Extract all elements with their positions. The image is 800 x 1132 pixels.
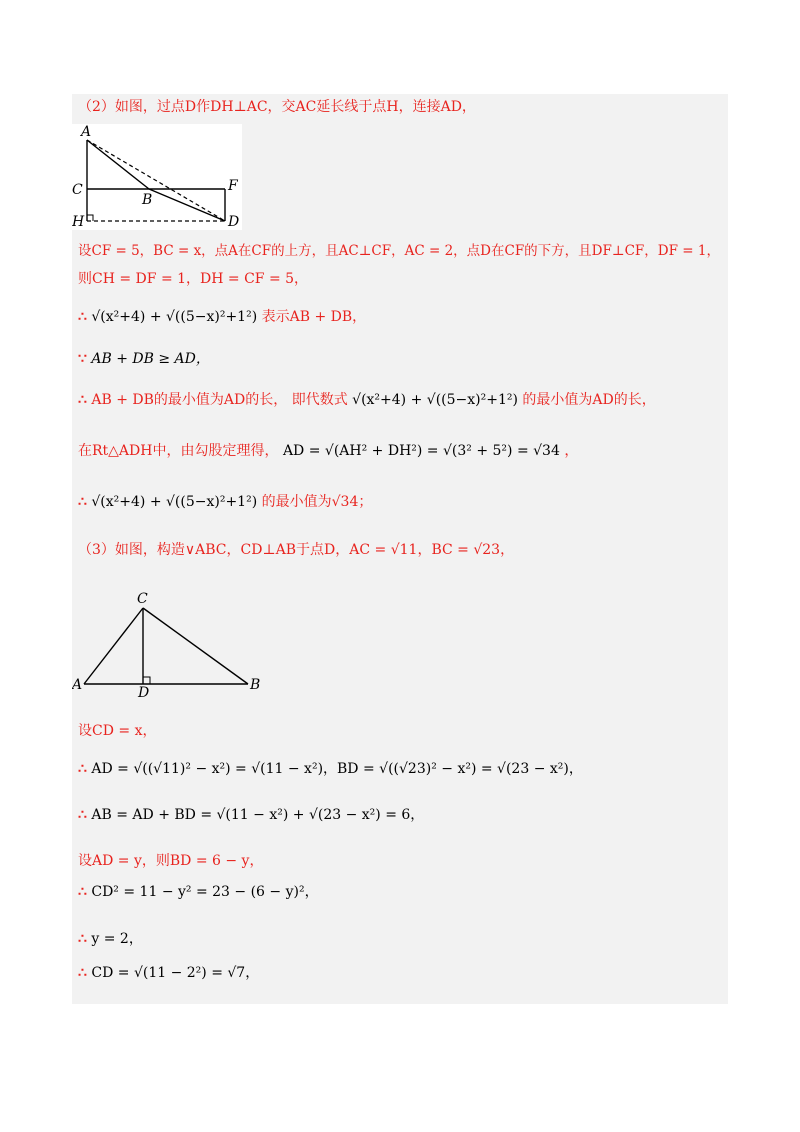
part2-line-5 — [78, 390, 656, 410]
part3-intro: （3）如图，构造∨ABC，CD⊥AB于点D，AC = √11，BC = √23， — [78, 542, 515, 558]
part2-line-6-text: 在Rt△ADH中，由勾股定理得， — [78, 443, 279, 459]
radical-expression: √(x²+4) + √((5−x)²+1²) — [91, 494, 258, 510]
part2-line-4 — [78, 349, 210, 369]
part2-line-5-text-b: 的最小值为AD的长， — [522, 392, 656, 408]
radical-expression: √(x²+4) + √((5−x)²+1²) — [91, 309, 258, 325]
part3-line-4-text: 设AD = y，则BD = 6 − y， — [78, 853, 264, 869]
therefore-symbol: ∴ — [78, 392, 87, 408]
part3-line-2-text: AD = √((√11)² − x²) = √(11 − x²)，BD = √((√23)² − x²) = √(23 − x²)， — [91, 761, 583, 777]
figure-1 — [72, 124, 242, 230]
part3-line-4 — [78, 851, 263, 871]
label-F: F — [228, 178, 238, 194]
part2-line-3-text: 表示AB + DB， — [261, 309, 367, 325]
label-A: A — [72, 677, 83, 693]
label-H: H — [72, 214, 85, 230]
label-B: B — [142, 192, 153, 208]
label-A: A — [81, 124, 92, 140]
part3-line-5 — [78, 882, 319, 902]
because-symbol: ∵ — [78, 351, 87, 367]
part2-intro: （2）如图，过点D作DH⊥AC，交AC延长线于点H，连接AD， — [78, 99, 476, 115]
part2-line-7-text: 的最小值为√34； — [261, 494, 373, 510]
therefore-symbol: ∴ — [78, 884, 87, 900]
right-angle-mark-D — [143, 677, 150, 684]
segment-AC — [84, 608, 143, 684]
part3-line-6-text: y = 2， — [91, 931, 143, 947]
therefore-symbol: ∴ — [78, 761, 87, 777]
part2-line-3 — [78, 307, 366, 327]
part3-line-3-text: AB = AD + BD = √(11 − x²) + √(23 − x²) = 6， — [91, 807, 425, 823]
part3-line-1-text: 设CD = x， — [78, 723, 157, 739]
label-C: C — [137, 591, 148, 607]
part2-line-1: 设CF = 5，BC = x，点A在CF的上方，且AC⊥CF，AC = 2，点D在CF的下方，且DF⊥CF，DF = 1， — [78, 243, 720, 259]
label-D: D — [138, 685, 150, 698]
radical-expression: √(x²+4) + √((5−x)²+1²) — [352, 392, 518, 408]
part3-line-3 — [78, 805, 424, 825]
part3-line-7-text: CD = √(11 − 2²) = √7， — [91, 965, 260, 981]
part2-line-6 — [78, 441, 578, 461]
therefore-symbol: ∴ — [78, 807, 87, 823]
therefore-symbol: ∴ — [78, 931, 87, 947]
part2-line-4-text: AB + DB ≥ AD， — [91, 351, 210, 367]
part2-line-7 — [78, 492, 372, 512]
therefore-symbol: ∴ — [78, 494, 87, 510]
pythagorean-expression: AD = √(AH² + DH²) = √(3² + 5²) = √34 — [282, 443, 560, 459]
comma: ， — [564, 443, 579, 459]
part2-line-5-text-a: AB + DB的最小值为AD的长， 即代数式 — [91, 392, 348, 408]
therefore-symbol: ∴ — [78, 309, 87, 325]
therefore-symbol: ∴ — [78, 965, 87, 981]
part3-line-7 — [78, 963, 259, 983]
figure-2 — [72, 588, 272, 698]
part3-line-2 — [78, 759, 583, 779]
part2-line-2: 则CH = DF = 1，DH = CF = 5， — [78, 271, 309, 287]
part3-line-5-text: CD² = 11 − y² = 23 − (6 − y)²， — [91, 884, 319, 900]
label-D: D — [228, 214, 240, 230]
segment-BC — [143, 608, 248, 684]
part3-line-1 — [78, 721, 156, 741]
part3-line-6 — [78, 929, 143, 949]
label-B: B — [250, 677, 261, 693]
label-C: C — [72, 182, 83, 198]
